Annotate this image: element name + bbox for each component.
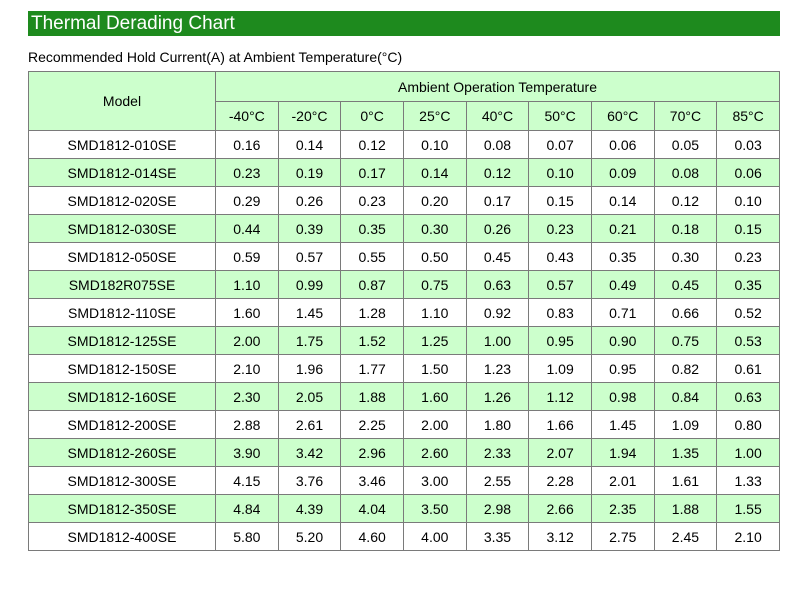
model-cell: SMD1812-030SE: [29, 215, 216, 243]
current-cell: 1.60: [216, 299, 279, 327]
model-cell: SMD1812-350SE: [29, 495, 216, 523]
current-cell: 2.28: [529, 467, 592, 495]
current-cell: 0.21: [591, 215, 654, 243]
current-cell: 0.10: [717, 187, 780, 215]
current-cell: 0.23: [341, 187, 404, 215]
current-cell: 1.12: [529, 383, 592, 411]
current-cell: 1.75: [278, 327, 341, 355]
current-cell: 2.01: [591, 467, 654, 495]
current-cell: 1.50: [403, 355, 466, 383]
current-cell: 1.00: [466, 327, 529, 355]
current-cell: 0.75: [654, 327, 717, 355]
current-cell: 0.95: [591, 355, 654, 383]
current-cell: 1.60: [403, 383, 466, 411]
temperature-header: 0°C: [341, 102, 404, 131]
current-cell: 0.16: [216, 131, 279, 159]
current-cell: 0.50: [403, 243, 466, 271]
current-cell: 4.39: [278, 495, 341, 523]
table-row: [29, 187, 780, 215]
table-row: [29, 467, 780, 495]
current-cell: 2.00: [216, 327, 279, 355]
table-row: [29, 383, 780, 411]
temperature-header: 50°C: [529, 102, 592, 131]
current-cell: 5.20: [278, 523, 341, 551]
current-cell: 0.63: [466, 271, 529, 299]
current-cell: 2.61: [278, 411, 341, 439]
current-cell: 1.09: [654, 411, 717, 439]
current-cell: 0.10: [403, 131, 466, 159]
current-cell: 4.00: [403, 523, 466, 551]
current-cell: 2.88: [216, 411, 279, 439]
current-cell: 3.50: [403, 495, 466, 523]
temperature-header: 60°C: [591, 102, 654, 131]
table-row: [29, 523, 780, 551]
current-cell: 2.33: [466, 439, 529, 467]
current-cell: 0.57: [278, 243, 341, 271]
current-cell: 1.23: [466, 355, 529, 383]
current-cell: 0.61: [717, 355, 780, 383]
current-cell: 1.77: [341, 355, 404, 383]
temperature-header: 70°C: [654, 102, 717, 131]
current-cell: 1.88: [341, 383, 404, 411]
model-cell: SMD1812-160SE: [29, 383, 216, 411]
current-cell: 3.00: [403, 467, 466, 495]
current-cell: 2.75: [591, 523, 654, 551]
current-cell: 2.66: [529, 495, 592, 523]
current-cell: 0.30: [654, 243, 717, 271]
current-cell: 0.18: [654, 215, 717, 243]
current-cell: 0.08: [654, 159, 717, 187]
temperature-header: -40°C: [216, 102, 279, 131]
current-cell: 1.10: [403, 299, 466, 327]
current-cell: 2.10: [717, 523, 780, 551]
current-cell: 0.35: [591, 243, 654, 271]
current-cell: 3.42: [278, 439, 341, 467]
current-cell: 2.30: [216, 383, 279, 411]
current-cell: 0.75: [403, 271, 466, 299]
current-cell: 0.23: [216, 159, 279, 187]
current-cell: 0.66: [654, 299, 717, 327]
current-cell: 5.80: [216, 523, 279, 551]
current-cell: 0.49: [591, 271, 654, 299]
model-cell: SMD1812-014SE: [29, 159, 216, 187]
current-cell: 0.57: [529, 271, 592, 299]
current-cell: 0.43: [529, 243, 592, 271]
current-cell: 0.84: [654, 383, 717, 411]
current-cell: 0.99: [278, 271, 341, 299]
model-cell: SMD1812-260SE: [29, 439, 216, 467]
current-cell: 0.35: [341, 215, 404, 243]
table-row: [29, 355, 780, 383]
current-cell: 3.76: [278, 467, 341, 495]
table-row: [29, 271, 780, 299]
table-row: [29, 495, 780, 523]
current-cell: 3.35: [466, 523, 529, 551]
current-cell: 0.59: [216, 243, 279, 271]
current-cell: 4.04: [341, 495, 404, 523]
current-cell: 0.44: [216, 215, 279, 243]
current-cell: 1.26: [466, 383, 529, 411]
current-cell: 0.23: [717, 243, 780, 271]
model-cell: SMD1812-050SE: [29, 243, 216, 271]
current-cell: 4.60: [341, 523, 404, 551]
current-cell: 0.53: [717, 327, 780, 355]
table-body: [29, 131, 780, 551]
current-cell: 0.14: [591, 187, 654, 215]
temperature-header: 25°C: [403, 102, 466, 131]
current-cell: 0.06: [591, 131, 654, 159]
table-row: [29, 299, 780, 327]
table-subtitle: Recommended Hold Current(A) at Ambient Temperature(°C): [28, 49, 403, 65]
current-cell: 0.05: [654, 131, 717, 159]
current-cell: 0.39: [278, 215, 341, 243]
current-cell: 0.12: [654, 187, 717, 215]
temperature-header: -20°C: [278, 102, 341, 131]
current-cell: 0.45: [466, 243, 529, 271]
current-cell: 0.06: [717, 159, 780, 187]
current-cell: 0.45: [654, 271, 717, 299]
current-cell: 0.92: [466, 299, 529, 327]
current-cell: 0.07: [529, 131, 592, 159]
current-cell: 2.10: [216, 355, 279, 383]
current-cell: 0.29: [216, 187, 279, 215]
table-row: [29, 131, 780, 159]
current-cell: 3.12: [529, 523, 592, 551]
model-cell: SMD1812-125SE: [29, 327, 216, 355]
current-cell: 1.25: [403, 327, 466, 355]
table-row: [29, 243, 780, 271]
current-cell: 0.14: [403, 159, 466, 187]
current-cell: 0.17: [341, 159, 404, 187]
model-header: Model: [29, 72, 216, 131]
current-cell: 0.87: [341, 271, 404, 299]
current-cell: 2.05: [278, 383, 341, 411]
chart-title: Thermal Derading Chart: [28, 11, 780, 36]
current-cell: 0.35: [717, 271, 780, 299]
current-cell: 0.71: [591, 299, 654, 327]
current-cell: 1.10: [216, 271, 279, 299]
current-cell: 1.66: [529, 411, 592, 439]
current-cell: 0.26: [466, 215, 529, 243]
temperature-group-header: Ambient Operation Temperature: [216, 72, 780, 102]
temperature-header: 85°C: [717, 102, 780, 131]
current-cell: 1.80: [466, 411, 529, 439]
current-cell: 1.28: [341, 299, 404, 327]
model-cell: SMD1812-010SE: [29, 131, 216, 159]
current-cell: 2.00: [403, 411, 466, 439]
current-cell: 1.96: [278, 355, 341, 383]
current-cell: 0.83: [529, 299, 592, 327]
current-cell: 0.95: [529, 327, 592, 355]
current-cell: 4.84: [216, 495, 279, 523]
current-cell: 1.55: [717, 495, 780, 523]
current-cell: 0.03: [717, 131, 780, 159]
current-cell: 0.82: [654, 355, 717, 383]
current-cell: 1.88: [654, 495, 717, 523]
table-row: [29, 159, 780, 187]
current-cell: 3.46: [341, 467, 404, 495]
model-cell: SMD1812-300SE: [29, 467, 216, 495]
current-cell: 0.80: [717, 411, 780, 439]
current-cell: 0.12: [466, 159, 529, 187]
current-cell: 1.45: [278, 299, 341, 327]
table-row: [29, 411, 780, 439]
current-cell: 0.98: [591, 383, 654, 411]
current-cell: 0.14: [278, 131, 341, 159]
table-row: [29, 327, 780, 355]
model-cell: SMD1812-020SE: [29, 187, 216, 215]
current-cell: 0.19: [278, 159, 341, 187]
current-cell: 2.55: [466, 467, 529, 495]
current-cell: 1.09: [529, 355, 592, 383]
table-row: [29, 439, 780, 467]
current-cell: 0.08: [466, 131, 529, 159]
current-cell: 2.07: [529, 439, 592, 467]
current-cell: 1.35: [654, 439, 717, 467]
current-cell: 0.30: [403, 215, 466, 243]
current-cell: 0.17: [466, 187, 529, 215]
current-cell: 0.52: [717, 299, 780, 327]
current-cell: 0.90: [591, 327, 654, 355]
current-cell: 4.15: [216, 467, 279, 495]
current-cell: 0.12: [341, 131, 404, 159]
current-cell: 0.63: [717, 383, 780, 411]
current-cell: 0.20: [403, 187, 466, 215]
current-cell: 1.61: [654, 467, 717, 495]
table-row: [29, 215, 780, 243]
model-cell: SMD1812-150SE: [29, 355, 216, 383]
model-cell: SMD1812-110SE: [29, 299, 216, 327]
current-cell: 2.35: [591, 495, 654, 523]
current-cell: 1.33: [717, 467, 780, 495]
current-cell: 2.45: [654, 523, 717, 551]
current-cell: 0.15: [529, 187, 592, 215]
current-cell: 0.26: [278, 187, 341, 215]
current-cell: 2.96: [341, 439, 404, 467]
current-cell: 2.98: [466, 495, 529, 523]
temperature-header: 40°C: [466, 102, 529, 131]
current-cell: 0.55: [341, 243, 404, 271]
current-cell: 2.25: [341, 411, 404, 439]
current-cell: 0.15: [717, 215, 780, 243]
model-cell: SMD182R075SE: [29, 271, 216, 299]
current-cell: 1.94: [591, 439, 654, 467]
current-cell: 1.00: [717, 439, 780, 467]
current-cell: 0.10: [529, 159, 592, 187]
current-cell: 1.52: [341, 327, 404, 355]
current-cell: 0.23: [529, 215, 592, 243]
model-cell: SMD1812-200SE: [29, 411, 216, 439]
current-cell: 2.60: [403, 439, 466, 467]
current-cell: 1.45: [591, 411, 654, 439]
current-cell: 0.09: [591, 159, 654, 187]
current-cell: 3.90: [216, 439, 279, 467]
model-cell: SMD1812-400SE: [29, 523, 216, 551]
derating-table: [28, 71, 780, 551]
